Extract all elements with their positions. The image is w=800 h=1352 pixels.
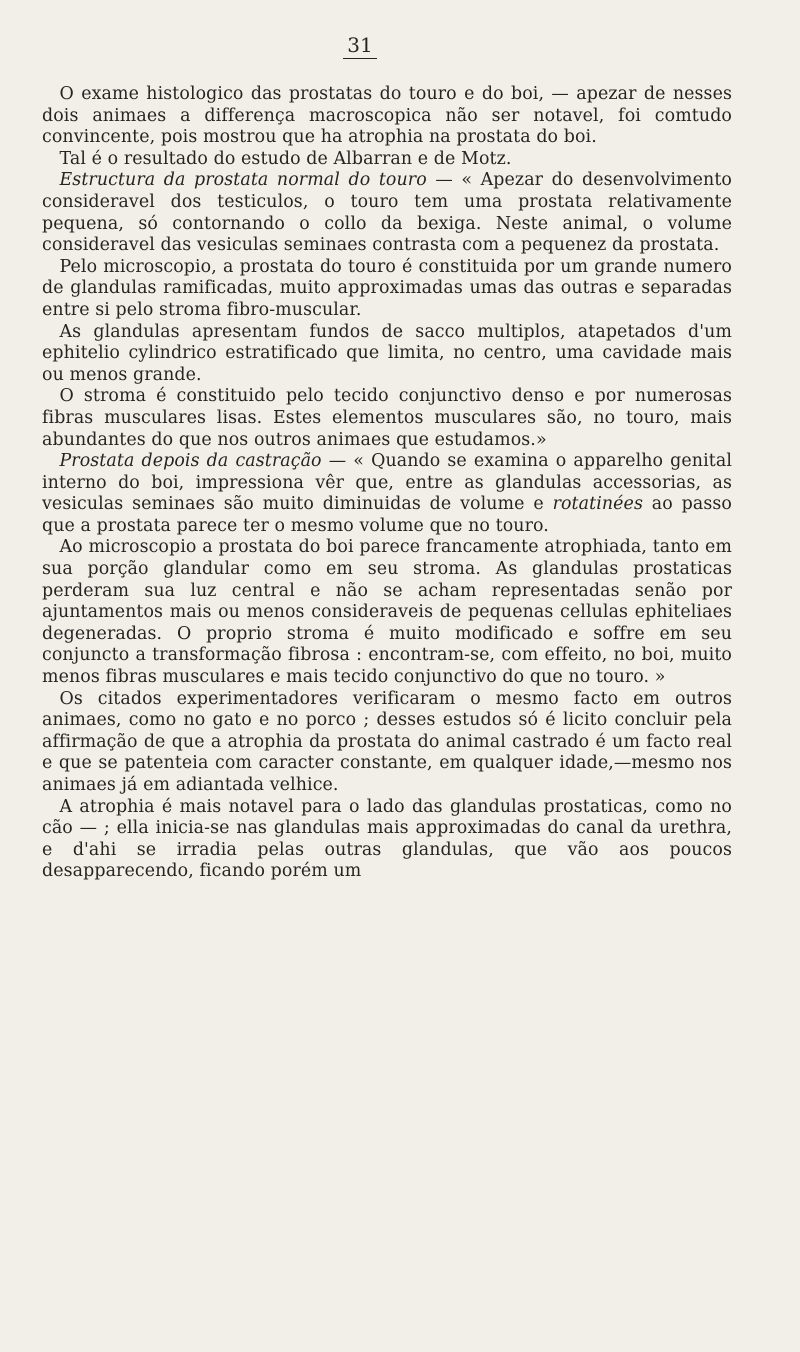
paragraph-2: Tal é o resultado do estudo de Albarran e de Motz.	[59, 148, 512, 169]
paragraph-8: Ao microscopio a prostata do boi parece francamente atrophiada, tanto em sua porção glandular como em seu stroma. As glandulas prostaticas perderam sua luz central e não se acham representadas senão por ajuntamentos mais ou menos consideraveis de pequenas cellulas ephiteliaes degeneradas. O proprio stroma é muito modificado e soffre em seu conjuncto a transformação fibrosa : encontram-se, com effeito, no boi, muito menos fibras musculares e mais tecido conjunctivo do que no touro. »	[42, 537, 732, 688]
paragraph-6: O stroma é constituido pelo tecido conjunctivo denso e por numerosas fibras musculares lisas. Estes elementos musculares são, no touro, mais abundantes do que nos outros animaes que estudamos.»	[42, 386, 732, 450]
paragraph-4: Pelo microscopio, a prostata do touro é constituida por um grande numero de glandulas ramificadas, muito approximadas umas das outras e separadas entre si pelo stroma fibro-muscular.	[42, 256, 732, 320]
paragraph-9: Os citados experimentadores verificaram o mesmo facto em outros animaes, como no gato e no porco ; desses estudos só é licito concluir pela affirmação de que a atrophia da prostata do animal castrado é um facto real e que se patenteia com caracter constante, em qualquer idade,—mesmo nos animaes já em adiantada velhice.	[42, 688, 732, 795]
paragraph-3: Estructura da prostata normal do touro — « Apezar do desenvolvimento consideravel dos testiculos, o touro tem uma prostata relativamente pequena, só contornando o collo da bexiga. Neste animal, o volume consideravel das vesiculas seminaes contrasta com a pequenez da prostata.	[42, 170, 732, 256]
paragraph-1: O exame histologico das prostatas do touro e do boi, — apezar de nesses dois animaes a differença macroscopica não ser notavel, foi comtudo convincente, pois mostrou que ha atrophia na prostata do boi.	[42, 84, 732, 148]
paragraph-10: A atrophia é mais notavel para o lado das glandulas prostaticas, como no cão — ; ella inicia-se nas glandulas mais approximadas do canal da urethra, e d'ahi se irradia pelas outras glandulas, que vão aos poucos desapparecendo, ficando porém um	[42, 796, 732, 882]
italic-term: rotatinées	[552, 494, 643, 515]
body-text	[42, 84, 732, 883]
page-number: 31	[343, 33, 377, 59]
paragraph-5: As glandulas apresentam fundos de sacco multiplos, atapetados d'um ephitelio cylindrico estratificado que limita, no centro, uma cavidade mais ou menos grande.	[42, 321, 732, 385]
paragraph-7: Prostata depois da castração — « Quando se examina o apparelho genital interno do boi, impressiona vêr que, entre as glandulas accessorias, as vesiculas seminaes são muito diminuidas de volume e rotatinées ao passo que a prostata parece ter o mesmo volume que no touro.	[42, 451, 732, 536]
section-heading-structure: Estructura da prostata normal do touro	[59, 170, 427, 191]
section-heading-castration: Prostata depois da castração	[59, 451, 322, 472]
